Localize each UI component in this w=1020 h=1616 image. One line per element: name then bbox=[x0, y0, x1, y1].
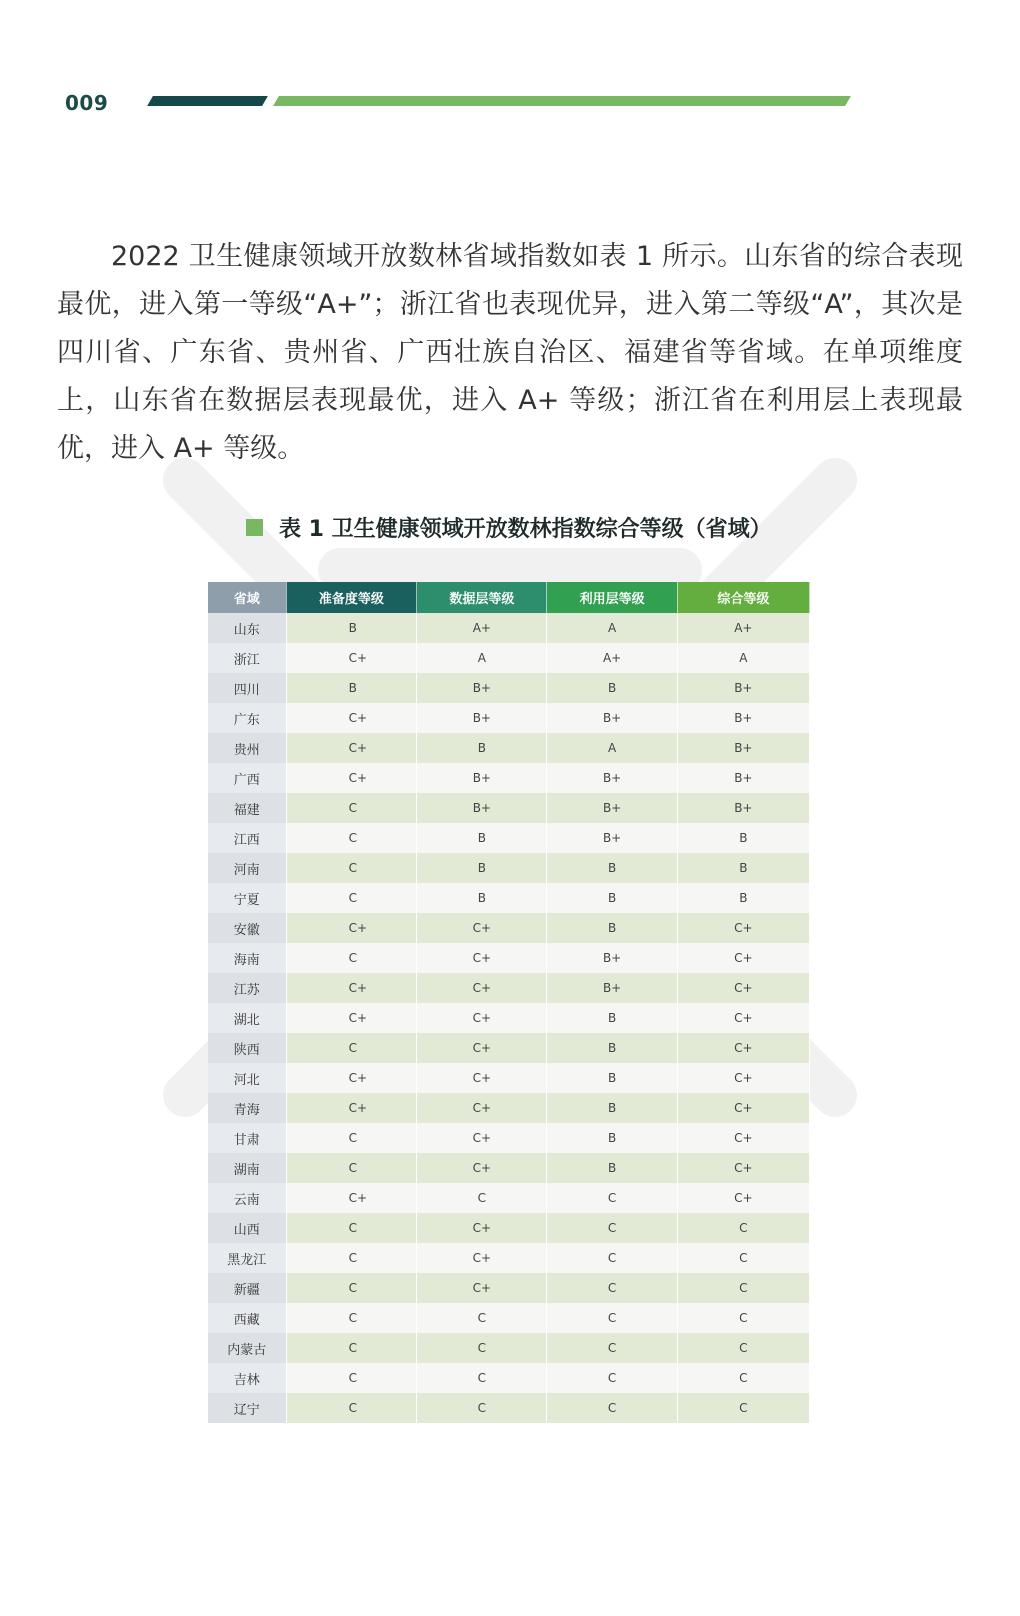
readiness-grade-cell: C+ bbox=[286, 1183, 417, 1213]
readiness-grade-cell: C bbox=[286, 1273, 417, 1303]
overall-grade-cell: C+ bbox=[677, 1063, 809, 1093]
province-cell: 甘肃 bbox=[208, 1123, 286, 1153]
overall-grade-cell: B+ bbox=[677, 703, 809, 733]
province-cell: 陕西 bbox=[208, 1033, 286, 1063]
overall-grade-cell: C bbox=[677, 1363, 809, 1393]
overall-grade-cell: B+ bbox=[677, 763, 809, 793]
table-row bbox=[208, 823, 810, 853]
readiness-grade-cell: B bbox=[286, 613, 417, 643]
province-cell: 海南 bbox=[208, 943, 286, 973]
readiness-grade-cell: C bbox=[286, 1333, 417, 1363]
table-row bbox=[208, 1153, 810, 1183]
data-layer-grade-cell: C bbox=[417, 1183, 547, 1213]
readiness-grade-cell: C bbox=[286, 1123, 417, 1153]
overall-grade-cell: C+ bbox=[677, 1123, 809, 1153]
usage-layer-grade-cell: B bbox=[547, 913, 677, 943]
data-layer-grade-cell: A bbox=[417, 643, 547, 673]
usage-layer-grade-cell: C bbox=[547, 1363, 677, 1393]
usage-layer-grade-cell: B+ bbox=[547, 763, 677, 793]
table-row bbox=[208, 1183, 810, 1213]
readiness-grade-cell: C bbox=[286, 1243, 417, 1273]
overall-grade-cell: C bbox=[677, 1243, 809, 1273]
table-body bbox=[208, 613, 810, 1423]
readiness-grade-cell: C bbox=[286, 1033, 417, 1063]
usage-layer-grade-cell: B+ bbox=[547, 793, 677, 823]
province-cell: 四川 bbox=[208, 673, 286, 703]
data-layer-grade-cell: B bbox=[417, 883, 547, 913]
usage-layer-grade-cell: B bbox=[547, 1033, 677, 1063]
table-row bbox=[208, 733, 810, 763]
readiness-grade-cell: C bbox=[286, 1213, 417, 1243]
province-cell: 浙江 bbox=[208, 643, 286, 673]
data-layer-grade-cell: C+ bbox=[417, 1273, 547, 1303]
table-row bbox=[208, 613, 810, 643]
usage-layer-grade-cell: B bbox=[547, 1003, 677, 1033]
body-paragraph: 2022 卫生健康领域开放数林省域指数如表 1 所示。山东省的综合表现最优，进入第一等级“A+”；浙江省也表现优异，进入第二等级“A”，其次是四川省、广东省、贵州省、广西壮族自治区、福建省等省域。在单项维度上，山东省在数据层表现最优，进入 A+ 等级；浙江省在利用层上表现最优，进入 A+ 等级。 bbox=[57, 241, 963, 464]
usage-layer-grade-cell: C bbox=[547, 1333, 677, 1363]
data-layer-grade-cell: C+ bbox=[417, 1003, 547, 1033]
usage-layer-grade-cell: C bbox=[547, 1273, 677, 1303]
table-row bbox=[208, 703, 810, 733]
data-layer-grade-cell: C bbox=[417, 1363, 547, 1393]
province-cell: 西藏 bbox=[208, 1303, 286, 1333]
overall-grade-cell: C bbox=[677, 1333, 809, 1363]
readiness-grade-cell: C bbox=[286, 823, 417, 853]
table-row bbox=[208, 913, 810, 943]
data-layer-grade-cell: C+ bbox=[417, 973, 547, 1003]
overall-grade-cell: C bbox=[677, 1213, 809, 1243]
province-cell: 贵州 bbox=[208, 733, 286, 763]
province-cell: 江西 bbox=[208, 823, 286, 853]
usage-layer-grade-cell: B bbox=[547, 883, 677, 913]
header-overall: 综合等级 bbox=[677, 582, 809, 613]
province-cell: 河南 bbox=[208, 853, 286, 883]
data-layer-grade-cell: A+ bbox=[417, 613, 547, 643]
province-cell: 内蒙古 bbox=[208, 1333, 286, 1363]
overall-grade-cell: B bbox=[677, 823, 809, 853]
overall-grade-cell: B+ bbox=[677, 793, 809, 823]
usage-layer-grade-cell: C bbox=[547, 1213, 677, 1243]
province-cell: 广西 bbox=[208, 763, 286, 793]
overall-grade-cell: C bbox=[677, 1273, 809, 1303]
header-readiness: 准备度等级 bbox=[286, 582, 417, 613]
table-caption-text: 表 1 卫生健康领域开放数林指数综合等级（省域） bbox=[279, 517, 772, 542]
readiness-grade-cell: C+ bbox=[286, 643, 417, 673]
readiness-grade-cell: C bbox=[286, 1393, 417, 1423]
data-layer-grade-cell: C+ bbox=[417, 1123, 547, 1153]
usage-layer-grade-cell: A bbox=[547, 613, 677, 643]
data-layer-grade-cell: B bbox=[417, 733, 547, 763]
table-row bbox=[208, 763, 810, 793]
table-row bbox=[208, 793, 810, 823]
header-usage-layer: 利用层等级 bbox=[547, 582, 677, 613]
overall-grade-cell: C+ bbox=[677, 1153, 809, 1183]
province-cell: 辽宁 bbox=[208, 1393, 286, 1423]
usage-layer-grade-cell: B bbox=[547, 1063, 677, 1093]
usage-layer-grade-cell: A bbox=[547, 733, 677, 763]
header-data-layer: 数据层等级 bbox=[417, 582, 547, 613]
overall-grade-cell: C+ bbox=[677, 913, 809, 943]
usage-layer-grade-cell: A+ bbox=[547, 643, 677, 673]
overall-grade-cell: C bbox=[677, 1393, 809, 1423]
province-cell: 青海 bbox=[208, 1093, 286, 1123]
table-row bbox=[208, 643, 810, 673]
data-layer-grade-cell: C+ bbox=[417, 1243, 547, 1273]
overall-grade-cell: A+ bbox=[677, 613, 809, 643]
table-row bbox=[208, 673, 810, 703]
overall-grade-cell: B bbox=[677, 883, 809, 913]
table-row bbox=[208, 1123, 810, 1153]
data-layer-grade-cell: C+ bbox=[417, 1153, 547, 1183]
data-layer-grade-cell: B+ bbox=[417, 673, 547, 703]
overall-grade-cell: B+ bbox=[677, 733, 809, 763]
usage-layer-grade-cell: B bbox=[547, 1093, 677, 1123]
usage-layer-grade-cell: C bbox=[547, 1183, 677, 1213]
table-row bbox=[208, 973, 810, 1003]
province-cell: 吉林 bbox=[208, 1363, 286, 1393]
table-row bbox=[208, 1063, 810, 1093]
overall-grade-cell: C bbox=[677, 1303, 809, 1333]
province-cell: 新疆 bbox=[208, 1273, 286, 1303]
overall-grade-cell: C+ bbox=[677, 1003, 809, 1033]
province-cell: 山西 bbox=[208, 1213, 286, 1243]
overall-grade-cell: C+ bbox=[677, 1033, 809, 1063]
data-layer-grade-cell: B+ bbox=[417, 703, 547, 733]
readiness-grade-cell: C bbox=[286, 1363, 417, 1393]
readiness-grade-cell: C bbox=[286, 793, 417, 823]
province-cell: 安徽 bbox=[208, 913, 286, 943]
usage-layer-grade-cell: C bbox=[547, 1303, 677, 1333]
readiness-grade-cell: C+ bbox=[286, 1093, 417, 1123]
readiness-grade-cell: C+ bbox=[286, 703, 417, 733]
readiness-grade-cell: C+ bbox=[286, 763, 417, 793]
usage-layer-grade-cell: B+ bbox=[547, 703, 677, 733]
table-row bbox=[208, 883, 810, 913]
data-layer-grade-cell: C+ bbox=[417, 1033, 547, 1063]
usage-layer-grade-cell: B+ bbox=[547, 943, 677, 973]
overall-grade-cell: C+ bbox=[677, 1183, 809, 1213]
province-cell: 湖南 bbox=[208, 1153, 286, 1183]
data-layer-grade-cell: B+ bbox=[417, 793, 547, 823]
readiness-grade-cell: C+ bbox=[286, 973, 417, 1003]
usage-layer-grade-cell: B bbox=[547, 1153, 677, 1183]
table-row bbox=[208, 1333, 810, 1363]
table-row bbox=[208, 1303, 810, 1333]
province-cell: 江苏 bbox=[208, 973, 286, 1003]
table-row bbox=[208, 1213, 810, 1243]
data-layer-grade-cell: B+ bbox=[417, 763, 547, 793]
readiness-grade-cell: C bbox=[286, 1153, 417, 1183]
readiness-grade-cell: C bbox=[286, 883, 417, 913]
usage-layer-grade-cell: B+ bbox=[547, 973, 677, 1003]
data-layer-grade-cell: C bbox=[417, 1393, 547, 1423]
province-cell: 黑龙江 bbox=[208, 1243, 286, 1273]
overall-grade-cell: C+ bbox=[677, 1093, 809, 1123]
province-cell: 宁夏 bbox=[208, 883, 286, 913]
data-layer-grade-cell: C+ bbox=[417, 913, 547, 943]
usage-layer-grade-cell: B bbox=[547, 853, 677, 883]
province-cell: 山东 bbox=[208, 613, 286, 643]
header-bar-dark bbox=[147, 96, 268, 106]
province-cell: 福建 bbox=[208, 793, 286, 823]
readiness-grade-cell: C+ bbox=[286, 733, 417, 763]
table-row bbox=[208, 1093, 810, 1123]
data-layer-grade-cell: C+ bbox=[417, 1093, 547, 1123]
province-cell: 云南 bbox=[208, 1183, 286, 1213]
table-caption bbox=[246, 512, 772, 543]
header-bar-green bbox=[273, 96, 851, 106]
usage-layer-grade-cell: C bbox=[547, 1393, 677, 1423]
data-layer-grade-cell: B bbox=[417, 853, 547, 883]
table-row bbox=[208, 1393, 810, 1423]
overall-grade-cell: C+ bbox=[677, 973, 809, 1003]
data-layer-grade-cell: B bbox=[417, 823, 547, 853]
header-province: 省域 bbox=[208, 582, 286, 613]
usage-layer-grade-cell: B+ bbox=[547, 823, 677, 853]
table-row bbox=[208, 853, 810, 883]
data-layer-grade-cell: C+ bbox=[417, 1213, 547, 1243]
readiness-grade-cell: C bbox=[286, 853, 417, 883]
table-row bbox=[208, 1033, 810, 1063]
readiness-grade-cell: C+ bbox=[286, 913, 417, 943]
table-row bbox=[208, 1243, 810, 1273]
table-row bbox=[208, 943, 810, 973]
readiness-grade-cell: C bbox=[286, 943, 417, 973]
readiness-grade-cell: B bbox=[286, 673, 417, 703]
usage-layer-grade-cell: C bbox=[547, 1243, 677, 1273]
grade-table bbox=[208, 582, 810, 1423]
table-row bbox=[208, 1003, 810, 1033]
data-layer-grade-cell: C+ bbox=[417, 1063, 547, 1093]
usage-layer-grade-cell: B bbox=[547, 673, 677, 703]
overall-grade-cell: B+ bbox=[677, 673, 809, 703]
usage-layer-grade-cell: B bbox=[547, 1123, 677, 1153]
data-layer-grade-cell: C bbox=[417, 1333, 547, 1363]
readiness-grade-cell: C+ bbox=[286, 1003, 417, 1033]
overall-grade-cell: C+ bbox=[677, 943, 809, 973]
caption-marker bbox=[246, 519, 263, 536]
readiness-grade-cell: C+ bbox=[286, 1063, 417, 1093]
table-row bbox=[208, 1363, 810, 1393]
data-layer-grade-cell: C bbox=[417, 1303, 547, 1333]
readiness-grade-cell: C bbox=[286, 1303, 417, 1333]
data-layer-grade-cell: C+ bbox=[417, 943, 547, 973]
province-cell: 广东 bbox=[208, 703, 286, 733]
page-number: 009 bbox=[65, 91, 109, 115]
table-row bbox=[208, 1273, 810, 1303]
table-header-row bbox=[208, 582, 810, 613]
overall-grade-cell: B bbox=[677, 853, 809, 883]
province-cell: 湖北 bbox=[208, 1003, 286, 1033]
overall-grade-cell: A bbox=[677, 643, 809, 673]
province-cell: 河北 bbox=[208, 1063, 286, 1093]
